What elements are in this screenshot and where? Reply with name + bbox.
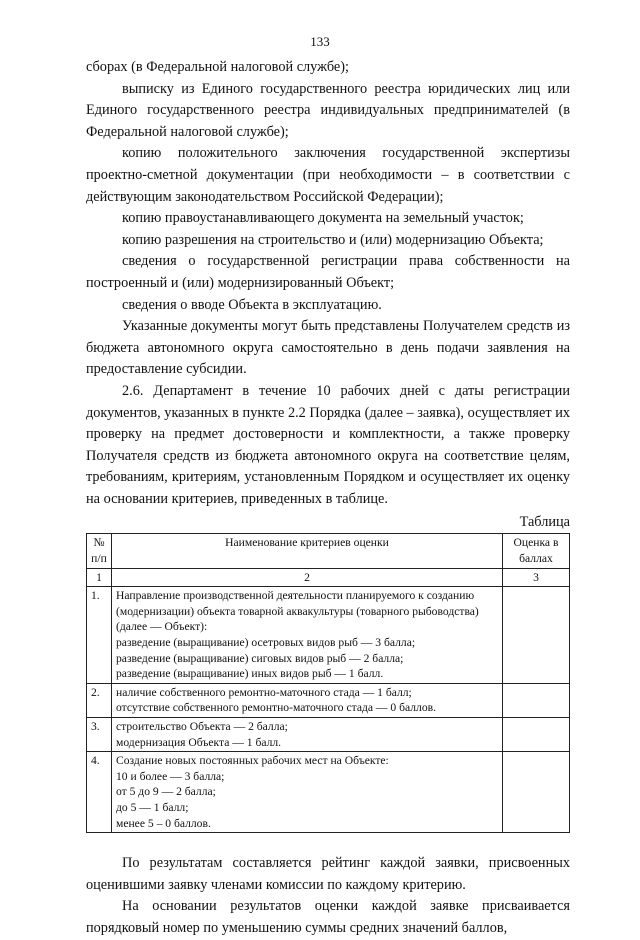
criterion-line: 10 и более — 3 балла; xyxy=(116,769,225,783)
row-number: 2. xyxy=(87,683,112,717)
criterion-cell xyxy=(112,683,503,717)
header-name: Наименование критериев оценки xyxy=(112,534,503,568)
page-number: 133 xyxy=(310,34,330,49)
criteria-table xyxy=(86,533,570,833)
criterion-line: от 5 до 9 — 2 балла; xyxy=(116,785,216,799)
paragraphs-top xyxy=(86,57,570,510)
column-number-1: 1 xyxy=(87,568,112,587)
criterion-line: Направление производственной деятельности планируемого к созданию (модернизации) объекта товарной аквакультуры (товарного рыбоводства) (далее — Объект): xyxy=(116,589,479,634)
paragraph: 2.6. Департамент в течение 10 рабочих дней с даты регистрации документов, указанных в пункте 2.2 Порядка (далее – заявка), осуществляет их проверку на предмет достоверности и комплектности, а также проверку Получателя средств из бюджета автономного округа на соответствие целям, требованиям, критериям, установленным Порядком и осуществляет их оценку на основании критериев, приведенных в таблице. xyxy=(86,382,570,507)
paragraph: сборах (в Федеральной налоговой службе); xyxy=(86,59,349,75)
criterion-cell xyxy=(112,587,503,684)
row-number: 4. xyxy=(87,752,112,833)
criterion-cell xyxy=(112,718,503,752)
header-num: № п/п xyxy=(87,534,112,568)
paragraph: копию разрешения на строительство и (или) модернизацию Объекта; xyxy=(122,231,544,248)
criterion-line: отсутствие собственного ремонтно-маточного стада — 0 баллов. xyxy=(116,701,436,715)
paragraph: копию положительного заключения государственной экспертизы проектно-сметной документации (при необходимости – в соответствии с действующим законодательством Российской Федерации); xyxy=(86,145,570,205)
criterion-line: наличие собственного ремонтно-маточного стада — 1 балл; xyxy=(116,685,412,699)
criterion-line: разведение (выращивание) осетровых видов рыб — 3 балла; xyxy=(116,636,416,650)
criterion-line: менее 5 – 0 баллов. xyxy=(116,816,211,830)
table-column-numbers-row xyxy=(87,568,570,587)
column-number-3: 3 xyxy=(503,568,570,587)
header-score: Оценка в баллах xyxy=(503,534,570,568)
paragraph: По результатам составляется рейтинг каждой заявки, присвоенных оценившими заявку членами комиссии по каждому критерию. xyxy=(86,855,570,893)
table-body xyxy=(87,587,570,833)
score-cell xyxy=(503,587,570,684)
score-cell xyxy=(503,683,570,717)
table-row xyxy=(87,718,570,752)
row-number: 3. xyxy=(87,718,112,752)
criterion-line: до 5 — 1 балл; xyxy=(116,800,189,814)
document-body xyxy=(86,57,570,940)
criterion-line: модернизация Объекта — 1 балл. xyxy=(116,735,282,749)
paragraph: выписку из Единого государственного реестра юридических лиц или Единого государственного реестра индивидуальных предпринимателей (в Федеральной налоговой службе); xyxy=(86,80,570,140)
paragraph: На основании результатов оценки каждой заявке присваивается порядковый номер по уменьшению суммы средних значений баллов, xyxy=(86,898,570,936)
criterion-line: строительство Объекта — 2 балла; xyxy=(116,720,288,733)
paragraph: сведения о вводе Объекта в эксплуатацию. xyxy=(122,296,382,313)
score-cell xyxy=(503,718,570,752)
table-caption: Таблица xyxy=(519,514,570,531)
paragraph: сведения о государственной регистрации права собственности на построенный и (или) модернизированный Объект; xyxy=(86,253,570,291)
table-row xyxy=(87,587,570,684)
table-row xyxy=(87,683,570,717)
criterion-line: разведение (выращивание) иных видов рыб — 1 балл. xyxy=(116,667,384,681)
paragraph: Указанные документы могут быть представлены Получателем средств из бюджета автономного округа самостоятельно в день подачи заявления на предоставление субсидии. xyxy=(86,318,570,378)
paragraph: копию правоустанавливающего документа на земельный участок; xyxy=(122,210,524,227)
criterion-line: Создание новых постоянных рабочих мест на Объекте: xyxy=(116,754,389,768)
criterion-cell xyxy=(112,752,503,833)
column-number-2: 2 xyxy=(112,568,503,587)
score-cell xyxy=(503,752,570,833)
criterion-line: разведение (выращивание) сиговых видов рыб — 2 балла; xyxy=(116,651,404,665)
table-header-row xyxy=(87,534,570,568)
paragraphs-bottom xyxy=(86,853,570,939)
row-number: 1. xyxy=(87,587,112,684)
table-row xyxy=(87,752,570,833)
